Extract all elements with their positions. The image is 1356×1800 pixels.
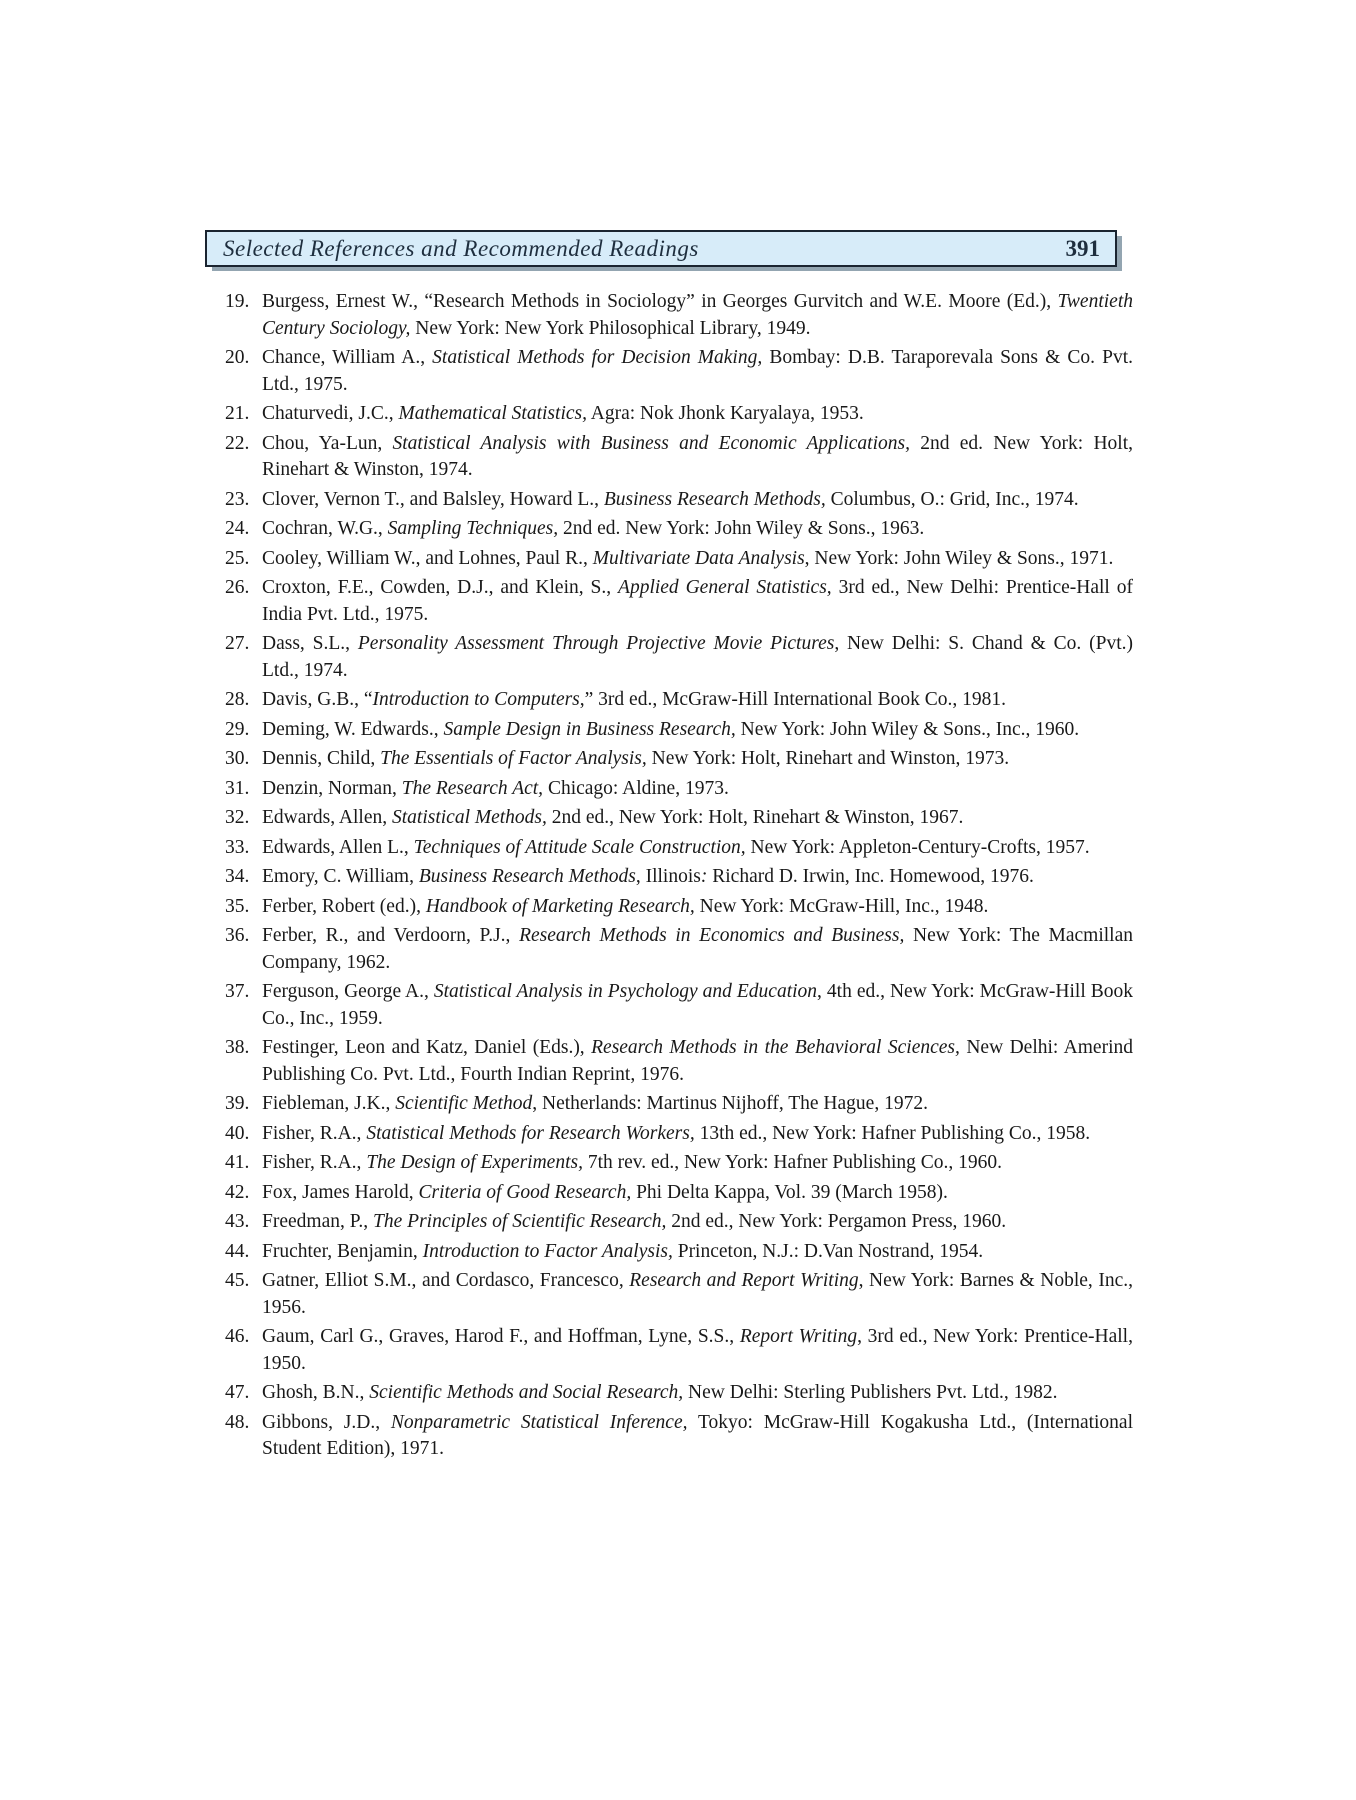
page-title: Selected References and Recommended Readings	[223, 235, 699, 261]
section-header-bar	[205, 230, 1117, 267]
reference-number: 28.	[225, 689, 250, 710]
reference-text: Cooley, William W., and Lohnes, Paul R., Multivariate Data Analysis, New York: John Wiley & Sons., 1971.	[262, 547, 1114, 569]
reference-text: Cochran, W.G., Sampling Techniques, 2nd ed. New York: John Wiley & Sons., 1963.	[262, 518, 925, 539]
reference-text: Burgess, Ernest W., “Research Methods in Sociology” in Georges Gurvitch and W.E. Moore (Ed.), Twentieth Century Sociology, New York: New York Philosophical Library, 1949.	[262, 291, 1133, 339]
reference-item	[225, 1380, 1133, 1407]
reference-item	[225, 631, 1133, 684]
reference-text: Ferber, R., and Verdoorn, P.J., Research Methods in Economics and Business, New York: The Macmillan Company, 1962.	[262, 925, 1133, 973]
reference-item	[225, 1268, 1133, 1321]
reference-item	[225, 289, 1133, 342]
reference-text: Ferber, Robert (ed.), Handbook of Marketing Research, New York: McGraw-Hill, Inc., 1948.	[262, 895, 989, 917]
reference-item	[225, 1410, 1133, 1463]
reference-item	[225, 345, 1133, 398]
reference-number: 46.	[225, 1326, 250, 1347]
reference-item	[225, 805, 1133, 832]
reference-item	[225, 1035, 1133, 1088]
reference-item	[225, 487, 1133, 514]
reference-text: Ghosh, B.N., Scientific Methods and Social Research, New Delhi: Sterling Publishers Pvt. Ltd., 1982.	[262, 1382, 1058, 1403]
reference-item	[225, 575, 1133, 628]
reference-text: Chaturvedi, J.C., Mathematical Statistics, Agra: Nok Jhonk Karyalaya, 1953.	[262, 403, 864, 424]
reference-number: 34.	[225, 866, 250, 887]
reference-number: 23.	[225, 488, 250, 510]
reference-text: Festinger, Leon and Katz, Daniel (Eds.), Research Methods in the Behavioral Sciences, New Delhi: Amerind Publishing Co. Pvt. Ltd., Fourth Indian Reprint, 1976.	[262, 1037, 1133, 1085]
reference-number: 21.	[225, 403, 250, 424]
reference-item	[225, 776, 1133, 803]
reference-text: Fox, James Harold, Criteria of Good Research, Phi Delta Kappa, Vol. 39 (March 1958).	[262, 1181, 948, 1203]
page-number: 391	[1065, 235, 1100, 261]
reference-number: 33.	[225, 836, 250, 858]
reference-number: 29.	[225, 718, 250, 740]
reference-item	[225, 923, 1133, 976]
reference-text: Denzin, Norman, The Research Act, Chicago: Aldine, 1973.	[262, 777, 729, 799]
reference-text: Davis, G.B., “Introduction to Computers,” 3rd ed., McGraw-Hill International Book Co., 1981.	[262, 689, 1006, 710]
reference-number: 19.	[225, 291, 250, 312]
reference-text: Edwards, Allen, Statistical Methods, 2nd ed., New York: Holt, Rinehart & Winston, 1967.	[262, 807, 964, 828]
reference-text: Dennis, Child, The Essentials of Factor Analysis, New York: Holt, Rinehart and Winston, 1973.	[262, 748, 1010, 769]
reference-number: 31.	[225, 777, 250, 799]
reference-text: Gaum, Carl G., Graves, Harod F., and Hoffman, Lyne, S.S., Report Writing, 3rd ed., New York: Prentice-Hall, 1950.	[262, 1326, 1133, 1374]
reference-number: 44.	[225, 1240, 250, 1262]
reference-item	[225, 431, 1133, 484]
reference-text: Dass, S.L., Personality Assessment Through Projective Movie Pictures, New Delhi: S. Chand & Co. (Pvt.) Ltd., 1974.	[262, 633, 1133, 681]
reference-item	[225, 835, 1133, 862]
reference-text: Croxton, F.E., Cowden, D.J., and Klein, S., Applied General Statistics, 3rd ed., New Delhi: Prentice-Hall of India Pvt. Ltd., 1975.	[262, 577, 1133, 625]
reference-number: 22.	[225, 432, 250, 454]
reference-text: Fisher, R.A., The Design of Experiments, 7th rev. ed., New York: Hafner Publishing Co., 1960.	[262, 1152, 1002, 1173]
reference-item	[225, 864, 1133, 891]
reference-number: 30.	[225, 748, 250, 769]
reference-number: 36.	[225, 925, 250, 946]
reference-text: Fruchter, Benjamin, Introduction to Factor Analysis, Princeton, N.J.: D.Van Nostrand, 1954.	[262, 1240, 984, 1262]
reference-number: 32.	[225, 807, 250, 828]
reference-number: 38.	[225, 1037, 250, 1058]
reference-text: Deming, W. Edwards., Sample Design in Business Research, New York: John Wiley & Sons., Inc., 1960.	[262, 718, 1080, 740]
reference-text: Chance, William A., Statistical Methods for Decision Making, Bombay: D.B. Taraporevala Sons & Co. Pvt. Ltd., 1975.	[262, 347, 1133, 395]
reference-text: Edwards, Allen L., Techniques of Attitude Scale Construction, New York: Appleton-Century-Crofts, 1957.	[262, 836, 1090, 858]
reference-item	[225, 687, 1133, 714]
reference-item	[225, 979, 1133, 1032]
reference-item	[225, 1180, 1133, 1207]
reference-item	[225, 717, 1133, 744]
reference-item	[225, 746, 1133, 773]
reference-number: 26.	[225, 577, 250, 598]
reference-text: Gibbons, J.D., Nonparametric Statistical Inference, Tokyo: McGraw-Hill Kogakusha Ltd., (International Student Edition), 1971.	[262, 1411, 1134, 1459]
reference-item	[225, 1121, 1133, 1148]
reference-item	[225, 546, 1133, 573]
reference-item	[225, 516, 1133, 543]
reference-number: 42.	[225, 1181, 250, 1203]
reference-text: Ferguson, George A., Statistical Analysis in Psychology and Education, 4th ed., New York: McGraw-Hill Book Co., Inc., 1959.	[262, 981, 1133, 1029]
reference-item	[225, 1209, 1133, 1236]
reference-number: 25.	[225, 547, 250, 569]
reference-number: 48.	[225, 1411, 250, 1433]
reference-text: Clover, Vernon T., and Balsley, Howard L., Business Research Methods, Columbus, O.: Grid, Inc., 1974.	[262, 488, 1079, 510]
reference-item	[225, 1324, 1133, 1377]
reference-text: Fisher, R.A., Statistical Methods for Research Workers, 13th ed., New York: Hafner Publishing Co., 1958.	[262, 1122, 1091, 1144]
reference-number: 37.	[225, 981, 250, 1002]
reference-number: 20.	[225, 347, 250, 368]
reference-text: Chou, Ya-Lun, Statistical Analysis with Business and Economic Applications, 2nd ed. New York: Holt, Rinehart & Winston, 1974.	[262, 432, 1133, 480]
reference-item	[225, 401, 1133, 428]
reference-list	[225, 289, 1133, 1466]
reference-number: 27.	[225, 633, 250, 654]
reference-item	[225, 1150, 1133, 1177]
reference-number: 45.	[225, 1270, 250, 1291]
reference-number: 39.	[225, 1093, 250, 1114]
reference-text: Gatner, Elliot S.M., and Cordasco, Francesco, Research and Report Writing, New York: Barnes & Noble, Inc., 1956.	[262, 1270, 1134, 1318]
reference-text: Fiebleman, J.K., Scientific Method, Netherlands: Martinus Nijhoff, The Hague, 1972.	[262, 1093, 928, 1114]
reference-item	[225, 1091, 1133, 1118]
reference-number: 35.	[225, 895, 250, 917]
reference-number: 24.	[225, 518, 250, 539]
reference-number: 41.	[225, 1152, 250, 1173]
reference-number: 40.	[225, 1122, 250, 1144]
reference-item	[225, 1239, 1133, 1266]
reference-item	[225, 894, 1133, 921]
reference-text: Freedman, P., The Principles of Scientific Research, 2nd ed., New York: Pergamon Press, 1960.	[262, 1211, 1007, 1232]
reference-number: 47.	[225, 1382, 250, 1403]
reference-text: Emory, C. William, Business Research Methods, Illinois: Richard D. Irwin, Inc. Homewood, 1976.	[262, 866, 1034, 887]
reference-number: 43.	[225, 1211, 250, 1232]
